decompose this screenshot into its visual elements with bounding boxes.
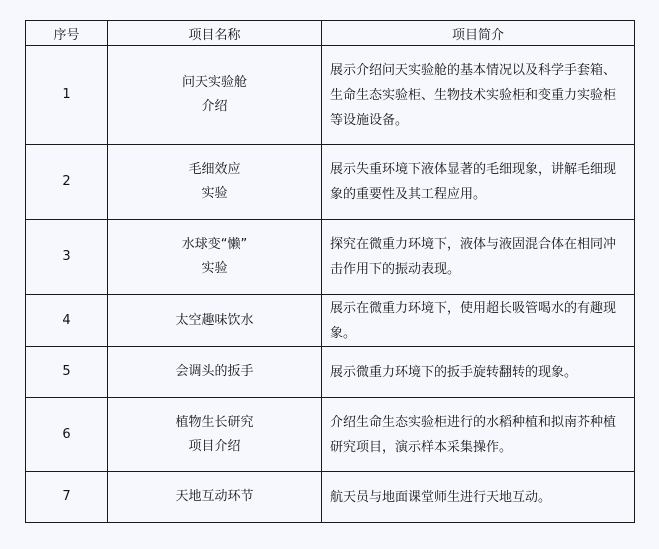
item-name-line: 实验 — [201, 186, 228, 201]
row-item-name — [108, 145, 322, 220]
row-number: 2 — [26, 145, 108, 220]
row-number: 5 — [26, 347, 108, 398]
row-item-description: 探究在微重力环境下，液体与液固混合体在相同冲击作用下的振动表现。 — [322, 220, 635, 295]
row-number: 3 — [26, 220, 108, 295]
row-item-name — [108, 295, 322, 347]
item-name-line: 水球变“懒” — [181, 237, 248, 252]
item-name-line: 介绍 — [201, 99, 228, 114]
row-number: 7 — [26, 472, 108, 523]
row-item-description: 介绍生命生态实验柜进行的水稻种植和拟南芥种植研究项目，演示样本采集操作。 — [322, 398, 635, 472]
row-item-name — [108, 220, 322, 295]
item-name-line: 太空趣味饮水 — [175, 312, 254, 328]
row-number: 1 — [26, 46, 108, 145]
row-item-name — [108, 347, 322, 398]
item-name-line: 会调头的扳手 — [175, 364, 254, 379]
header-number: 序号 — [26, 21, 108, 46]
item-name-line: 植物生长研究 — [175, 414, 254, 430]
row-item-name — [108, 46, 322, 145]
row-item-description: 展示介绍问天实验舱的基本情况以及科学手套箱、生命生态实验柜、生物技术实验柜和变重力实验柜等设施设备。 — [322, 46, 635, 145]
item-name-line: 实验 — [201, 261, 228, 276]
item-name-line: 毛细效应 — [188, 162, 241, 177]
course-table — [25, 20, 635, 523]
row-item-name — [108, 472, 322, 523]
table-row — [26, 398, 635, 472]
row-number: 4 — [26, 295, 108, 347]
table-header-row — [26, 21, 635, 46]
item-name-line: 问天实验舱 — [181, 75, 247, 90]
row-number: 6 — [26, 398, 108, 472]
table-row — [26, 145, 635, 220]
row-item-description: 展示在微重力环境下，使用超长吸管喝水的有趣现象。 — [322, 295, 635, 347]
header-item-name: 项目名称 — [108, 21, 322, 46]
item-name-line: 天地互动环节 — [175, 489, 254, 504]
table-row — [26, 347, 635, 398]
row-item-description: 航天员与地面课堂师生进行天地互动。 — [322, 472, 635, 523]
table-row — [26, 46, 635, 145]
row-item-description: 展示失重环境下液体显著的毛细现象，讲解毛细现象的重要性及其工程应用。 — [322, 145, 635, 220]
row-item-description: 展示微重力环境下的扳手旋转翻转的现象。 — [322, 347, 635, 398]
header-item-description: 项目简介 — [322, 21, 635, 46]
row-item-name — [108, 398, 322, 472]
table-row — [26, 295, 635, 347]
table-row — [26, 472, 635, 523]
item-name-line: 项目介绍 — [188, 438, 241, 454]
table-row — [26, 220, 635, 295]
